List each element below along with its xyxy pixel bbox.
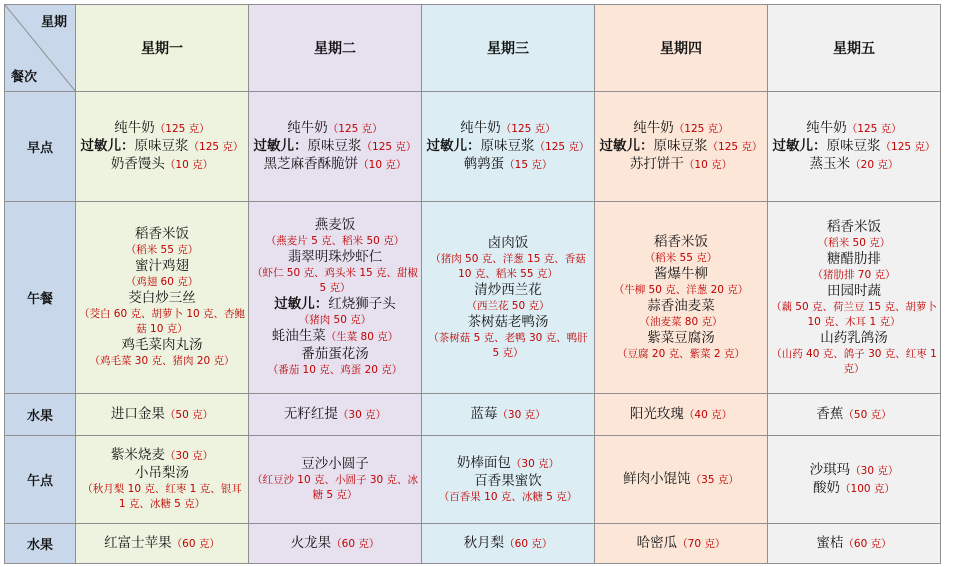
dish-line xyxy=(424,235,592,252)
dish-name: 原味豆浆 xyxy=(480,137,535,154)
dish-name: 苏打饼干 xyxy=(629,155,684,172)
dish-line xyxy=(251,138,419,156)
menu-cell-tuesday xyxy=(249,92,422,202)
dish-line xyxy=(251,156,419,174)
dish-name: 酱爆牛柳 xyxy=(654,265,708,282)
quantity: （30 克） xyxy=(337,408,387,421)
dish-name: 燕麦饭 xyxy=(314,217,356,233)
dish-name: 蒜香油麦菜 xyxy=(647,297,715,314)
dish-name: 卤肉饭 xyxy=(487,234,529,251)
menu-cell-monday xyxy=(76,436,249,524)
menu-cell-friday xyxy=(768,394,941,436)
dish-line xyxy=(770,219,938,236)
ingredient-note: （番茄 10 克、鸡蛋 20 克） xyxy=(267,364,403,376)
dish-line xyxy=(251,249,419,266)
dish-line xyxy=(770,251,938,268)
menu-cell-friday xyxy=(768,202,941,394)
menu-cell-friday xyxy=(768,92,941,202)
menu-cell-monday xyxy=(76,92,249,202)
meal-label: 水果 xyxy=(5,524,76,564)
dish-line xyxy=(597,471,765,489)
menu-cell-thursday xyxy=(595,202,768,394)
quantity: （20 克） xyxy=(850,158,899,171)
quantity: （60 克） xyxy=(171,537,220,550)
dish-name: 鹌鹑蛋 xyxy=(463,155,505,172)
dish-line xyxy=(597,120,765,138)
dish-line xyxy=(78,138,246,156)
quantity: （35 克） xyxy=(690,473,739,486)
dish-name: 火龙果 xyxy=(290,534,332,551)
quantity: （125 克） xyxy=(673,122,729,135)
ingredient-note: （猪肋排 70 克） xyxy=(812,268,896,281)
dish-line xyxy=(78,120,246,138)
quantity: （10 克） xyxy=(683,158,733,171)
dish-name: 哈密瓜 xyxy=(636,534,678,551)
dish-name: 蚝油生菜 xyxy=(271,328,326,344)
meal-label: 早点 xyxy=(5,92,76,202)
quantity: （50 克） xyxy=(843,408,892,421)
dish-name: 进口金果 xyxy=(110,405,165,422)
dish-name: 田园时蔬 xyxy=(827,282,881,299)
menu-cell-monday xyxy=(76,394,249,436)
menu-cell-tuesday xyxy=(249,524,422,564)
dish-name: 纯牛奶 xyxy=(460,119,501,136)
ingredient-note: （百香果 10 克、冰糖 5 克） xyxy=(438,490,578,503)
menu-cell-monday xyxy=(76,202,249,394)
dish-name: 豆沙小圆子 xyxy=(301,456,369,472)
dish-name: 纯牛奶 xyxy=(287,119,328,136)
menu-cell-monday xyxy=(76,524,249,564)
dish-name: 番茄蛋花汤 xyxy=(301,346,369,362)
quantity: （10 克） xyxy=(358,158,407,171)
dish-line xyxy=(770,120,938,138)
quantity: （100 克） xyxy=(840,482,895,495)
dish-line xyxy=(597,298,765,315)
corner-meal-label: 餐次 xyxy=(11,70,38,85)
lunch-row xyxy=(5,202,941,394)
ingredient-note: （牛柳 50 克、洋葱 20 克） xyxy=(613,283,749,296)
ingredient-note: （秋月梨 10 克、红枣 1 克、银耳 1 克、冰糖 5 克） xyxy=(82,483,242,510)
allergy-label: 过敏儿： xyxy=(253,137,308,154)
dish-line xyxy=(597,330,765,347)
ingredient-note: （鸡翅 60 克） xyxy=(125,276,199,288)
dish-line xyxy=(78,156,246,174)
dish-line xyxy=(597,406,765,424)
quantity: （125 克） xyxy=(500,122,556,135)
dish-name: 纯牛奶 xyxy=(806,119,847,136)
dish-line xyxy=(424,473,592,490)
dish-name: 蒸玉米 xyxy=(809,155,851,172)
dish-name: 紫菜豆腐汤 xyxy=(647,329,715,346)
dish-name: 翡翠明珠炒虾仁 xyxy=(287,249,383,265)
menu-cell-tuesday xyxy=(249,436,422,524)
dish-name: 原味豆浆 xyxy=(307,137,362,154)
dish-line xyxy=(424,120,592,138)
dish-line xyxy=(424,535,592,553)
menu-cell-friday xyxy=(768,436,941,524)
quantity: （125 克） xyxy=(154,122,210,135)
dish-name: 无籽红提 xyxy=(283,405,338,422)
quantity: （50 克） xyxy=(164,408,214,421)
dish-line xyxy=(597,138,765,156)
dish-name: 沙琪玛 xyxy=(809,461,851,478)
dish-name: 百香果蜜饮 xyxy=(474,472,542,489)
dish-name: 奶香馒头 xyxy=(110,155,165,172)
dish-line xyxy=(597,266,765,283)
dish-name: 阳光玫瑰 xyxy=(629,405,684,422)
dish-name: 稻香米饭 xyxy=(827,218,881,235)
quantity: （40 克） xyxy=(683,408,733,421)
meal-label: 午餐 xyxy=(5,202,76,394)
allergy-label: 过敏儿： xyxy=(426,137,481,154)
menu-cell-tuesday xyxy=(249,202,422,394)
dish-line xyxy=(770,138,938,156)
allergy-label: 过敏儿： xyxy=(772,137,827,154)
dish-line xyxy=(251,456,419,473)
dish-line xyxy=(424,282,592,299)
ingredient-note: （虾仁 50 克、鸡头米 15 克、甜椒 5 克） xyxy=(251,267,419,294)
allergy-label: 过敏儿： xyxy=(274,296,329,312)
menu-cell-thursday xyxy=(595,524,768,564)
dish-line xyxy=(78,465,246,482)
day-header-wednesday: 星期三 xyxy=(422,5,595,92)
dish-name: 原味豆浆 xyxy=(134,137,189,154)
dish-name: 纯牛奶 xyxy=(114,119,155,136)
dish-line xyxy=(424,455,592,473)
dish-line xyxy=(597,535,765,553)
menu-cell-wednesday xyxy=(422,436,595,524)
dish-name: 小吊梨汤 xyxy=(135,465,189,481)
ingredient-note: （稻米 55 克） xyxy=(644,251,718,264)
corner-weekday-label: 星期 xyxy=(40,15,67,30)
day-header-friday: 星期五 xyxy=(768,5,941,92)
fruit-row-am xyxy=(5,394,941,436)
dish-line xyxy=(597,234,765,251)
dish-name: 黑芝麻香酥脆饼 xyxy=(263,155,359,172)
dish-line xyxy=(251,120,419,138)
breakfast-row xyxy=(5,92,941,202)
dish-line xyxy=(251,346,419,363)
dish-line xyxy=(251,328,419,346)
snack-row xyxy=(5,436,941,524)
ingredient-note: （稻米 55 克） xyxy=(125,244,199,256)
ingredient-note: （燕麦片 5 克、稻米 50 克） xyxy=(265,235,405,247)
allergy-label: 过敏儿： xyxy=(80,137,135,154)
quantity: （10 克） xyxy=(164,158,214,171)
ingredient-note: （猪肉 50 克） xyxy=(298,314,372,326)
quantity: （30 克） xyxy=(850,464,899,477)
allergy-label: 过敏儿： xyxy=(599,137,654,154)
dish-line xyxy=(251,217,419,234)
menu-cell-thursday xyxy=(595,436,768,524)
corner-cell xyxy=(5,5,76,92)
fruit-row-pm xyxy=(5,524,941,564)
quantity: （60 克） xyxy=(504,537,553,550)
dish-line xyxy=(78,337,246,354)
dish-name: 紫米烧麦 xyxy=(110,447,165,463)
dish-name: 蜜桔 xyxy=(816,534,844,551)
meal-label: 午点 xyxy=(5,436,76,524)
quantity: （125 克） xyxy=(534,140,590,153)
quantity: （60 克） xyxy=(331,537,380,550)
dish-line xyxy=(424,138,592,156)
meal-label: 水果 xyxy=(5,394,76,436)
ingredient-note: （稻米 50 克） xyxy=(817,236,891,249)
day-header-monday: 星期一 xyxy=(76,5,249,92)
quantity: （生菜 80 克） xyxy=(325,331,399,343)
quantity: （60 克） xyxy=(843,537,892,550)
header-row xyxy=(5,5,941,92)
dish-line xyxy=(78,535,246,553)
dish-line xyxy=(251,296,419,313)
dish-line xyxy=(251,406,419,424)
dish-line xyxy=(770,330,938,347)
dish-line xyxy=(78,258,246,275)
dish-line xyxy=(251,535,419,553)
dish-line xyxy=(424,406,592,424)
dish-name: 山药乳鸽汤 xyxy=(820,329,888,346)
dish-name: 茭白炒三丝 xyxy=(128,290,196,306)
menu-cell-thursday xyxy=(595,92,768,202)
dish-name: 鸡毛菜肉丸汤 xyxy=(121,337,203,353)
quantity: （125 克） xyxy=(327,122,383,135)
ingredient-note: （山药 40 克、鸽子 30 克、红枣 1 克） xyxy=(771,347,937,375)
dish-line xyxy=(770,480,938,498)
dish-line xyxy=(770,156,938,174)
quantity: （30 克） xyxy=(510,457,560,470)
menu-cell-wednesday xyxy=(422,202,595,394)
quantity: （70 克） xyxy=(677,537,726,550)
dish-line xyxy=(78,447,246,465)
dish-line xyxy=(78,226,246,243)
menu-cell-wednesday xyxy=(422,92,595,202)
ingredient-note: （藕 50 克、荷兰豆 15 克、胡萝卜 10 克、木耳 1 克） xyxy=(770,300,938,328)
quantity: （125 克） xyxy=(361,140,417,153)
dish-name: 蜜汁鸡翅 xyxy=(135,258,189,274)
dish-name: 蓝莓 xyxy=(470,405,498,422)
dish-line xyxy=(770,406,938,424)
dish-name: 原味豆浆 xyxy=(826,137,881,154)
dish-name: 稻香米饭 xyxy=(654,233,708,250)
dish-name: 糖醋肋排 xyxy=(827,250,881,267)
ingredient-note: （猪肉 50 克、洋葱 15 克、香菇 10 克、稻米 55 克） xyxy=(430,252,586,280)
dish-line xyxy=(78,406,246,424)
dish-line xyxy=(770,462,938,480)
ingredient-note: （豆腐 20 克、紫菜 2 克） xyxy=(617,347,745,360)
dish-name: 稻香米饭 xyxy=(135,226,189,242)
dish-name: 秋月梨 xyxy=(463,534,505,551)
menu-cell-thursday xyxy=(595,394,768,436)
quantity: （30 克） xyxy=(497,408,546,421)
quantity: （125 克） xyxy=(880,140,936,153)
dish-line xyxy=(770,535,938,553)
ingredient-note: （西兰花 50 克） xyxy=(466,299,550,312)
dish-line xyxy=(597,156,765,174)
quantity: （15 克） xyxy=(504,158,553,171)
dish-name: 原味豆浆 xyxy=(653,137,708,154)
day-header-tuesday: 星期二 xyxy=(249,5,422,92)
weekly-menu-table xyxy=(4,4,941,564)
menu-cell-wednesday xyxy=(422,394,595,436)
quantity: （30 克） xyxy=(164,450,214,462)
menu-cell-tuesday xyxy=(249,394,422,436)
menu-cell-friday xyxy=(768,524,941,564)
dish-name: 清炒西兰花 xyxy=(474,281,542,298)
day-header-thursday: 星期四 xyxy=(595,5,768,92)
dish-line xyxy=(424,314,592,331)
ingredient-note: （鸡毛菜 30 克、猪肉 20 克） xyxy=(89,355,235,367)
dish-line xyxy=(770,283,938,300)
dish-line xyxy=(78,290,246,307)
quantity: （125 克） xyxy=(188,140,244,153)
dish-name: 红烧狮子头 xyxy=(328,296,396,312)
quantity: （125 克） xyxy=(846,122,902,135)
dish-line xyxy=(424,156,592,174)
dish-name: 酸奶 xyxy=(813,479,841,496)
dish-name: 红富士苹果 xyxy=(104,534,172,551)
dish-name: 香蕉 xyxy=(816,405,844,422)
dish-name: 奶棒面包 xyxy=(456,454,511,471)
dish-name: 茶树菇老鸭汤 xyxy=(467,313,549,330)
ingredient-note: （红豆沙 10 克、小圆子 30 克、冰糖 5 克） xyxy=(251,474,419,501)
dish-name: 纯牛奶 xyxy=(633,119,674,136)
dish-name: 鲜肉小馄饨 xyxy=(623,470,691,487)
ingredient-note: （茶树菇 5 克、老鸭 30 克、鸭肝 5 克） xyxy=(428,331,588,359)
ingredient-note: （茭白 60 克、胡萝卜 10 克、杏鲍菇 10 克） xyxy=(78,308,246,335)
menu-cell-wednesday xyxy=(422,524,595,564)
quantity: （125 克） xyxy=(707,140,763,153)
ingredient-note: （油麦菜 80 克） xyxy=(639,315,723,328)
